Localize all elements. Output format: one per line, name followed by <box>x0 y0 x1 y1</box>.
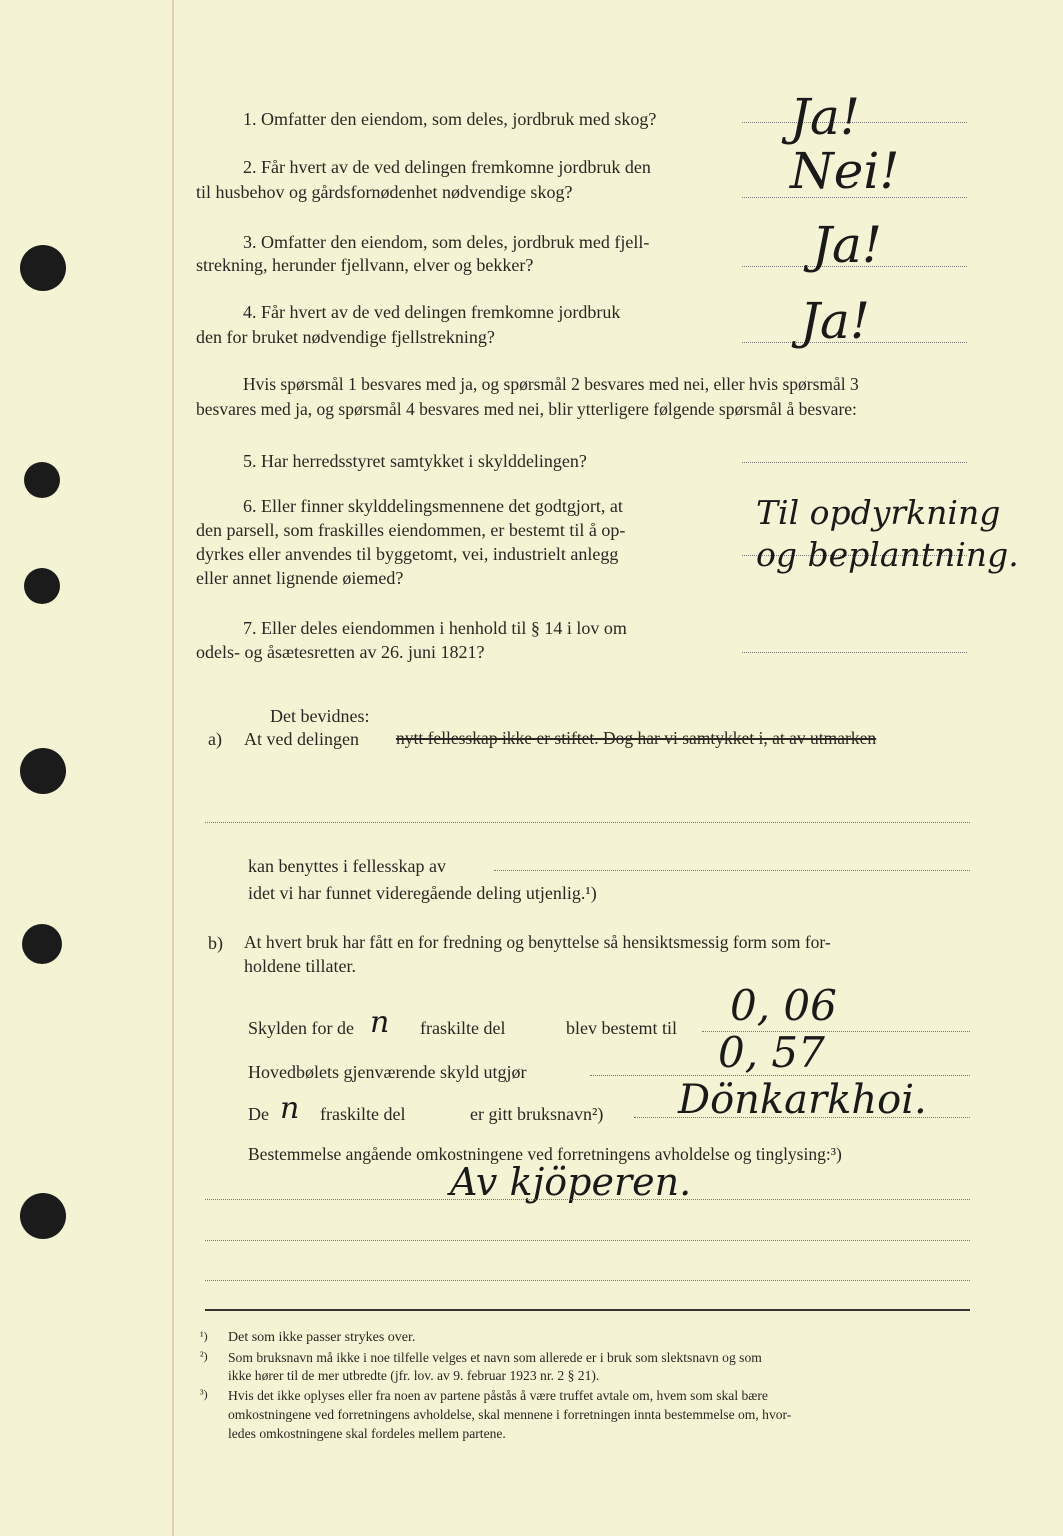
question-1: 1. Omfatter den eiendom, som deles, jordbruk med skog? <box>243 109 657 129</box>
punch-hole <box>20 1193 66 1239</box>
skylden-fraskilte-label: fraskilte del <box>420 1018 506 1038</box>
question-7-line-1: 7. Eller deles eiendommen i henhold til § 14 i lov om <box>243 618 627 638</box>
answer-6-line-1: Til opdyrkning <box>756 493 1001 532</box>
punch-hole <box>20 245 66 291</box>
section-b-line-1: At hvert bruk har fått en for fredning og benyttelse så hensiktsmessig form som for- <box>244 932 831 952</box>
idet-text: idet vi har funnet videregående deling utjenlig.¹) <box>248 883 597 903</box>
footnote-2-line-1: Som bruksnavn må ikke i noe tilfelle velges et navn som allerede er i bruk som slektsnavn og som <box>228 1350 762 1365</box>
answer-line <box>742 652 967 653</box>
hovedbol-label: Hovedbølets gjenværende skyld utgjør <box>248 1062 527 1082</box>
question-6-line-3: dyrkes eller anvendes til byggetomt, vei, industrielt anlegg <box>196 544 619 564</box>
footnote-separator <box>205 1309 970 1311</box>
answer-line <box>742 462 967 463</box>
punch-hole <box>20 748 66 794</box>
question-4-line-2: den for bruket nødvendige fjellstrekning? <box>196 327 495 347</box>
bruksnavn-label-a: De <box>248 1104 269 1124</box>
footnote-1-marker: ¹) <box>200 1329 208 1343</box>
section-b-label: b) <box>208 933 223 953</box>
footnote-3-line-2: omkostningene ved forretningens avholdelse, skal mennene i forretningen innta bestemmelse om, hvor- <box>228 1407 792 1422</box>
blank-line <box>205 1280 970 1281</box>
footnote-2-marker: ²) <box>200 1349 208 1363</box>
hovedbol-value: 0, 57 <box>718 1028 825 1077</box>
footnote-3-line-1: Hvis det ikke oplyses eller fra noen av partene påstås å være truffet avtale om, hvem som skal bære <box>228 1388 768 1403</box>
footnote-3-line-3: ledes omkostningene skal fordeles mellem partene. <box>228 1426 506 1441</box>
question-6-line-1: 6. Eller finner skylddelingsmennene det godtgjort, at <box>243 496 623 516</box>
condition-line-1: Hvis spørsmål 1 besvares med ja, og spørsmål 2 besvares med nei, eller hvis spørsmål 3 <box>243 374 859 394</box>
blank-line <box>494 870 970 871</box>
blank-line <box>205 822 970 823</box>
answer-2: Nei! <box>790 142 900 200</box>
bruksnavn-handwritten-n: n <box>280 1091 300 1126</box>
section-a-label: a) <box>208 729 222 749</box>
punch-hole <box>22 924 62 964</box>
skylden-value: 0, 06 <box>730 981 837 1030</box>
question-2-line-1: 2. Får hvert av de ved delingen fremkomne jordbruk den <box>243 157 651 177</box>
question-6-line-2: den parsell, som fraskilles eiendommen, er bestemt til å op- <box>196 520 626 540</box>
section-a-text: At ved delingen <box>244 729 359 749</box>
answer-1: Ja! <box>790 88 860 146</box>
bruksnavn-value: Dönkarkhoi. <box>678 1077 927 1123</box>
margin-line <box>172 0 174 1536</box>
footnote-2-line-2: ikke hører til de mer utbredte (jfr. lov. av 9. februar 1923 nr. 2 § 21). <box>228 1368 600 1383</box>
question-5: 5. Har herredsstyret samtykket i skylddelingen? <box>243 451 587 471</box>
kan-benyttes-text: kan benyttes i fellesskap av <box>248 856 446 876</box>
answer-4: Ja! <box>800 292 870 350</box>
section-a-struck-text: nytt fellesskap ikke er stiftet. Dog har vi samtykket i, at av utmarken <box>396 728 877 748</box>
question-2-line-2: til husbehov og gårdsfornødenhet nødvendige skog? <box>196 182 573 202</box>
answer-3: Ja! <box>812 216 882 274</box>
section-b-line-2: holdene tillater. <box>244 956 356 976</box>
blank-line <box>205 1199 970 1200</box>
footnote-3-marker: ³) <box>200 1387 208 1401</box>
skylden-handwritten-n: n <box>370 1005 390 1040</box>
bestemmelse-label: Bestemmelse angående omkostningene ved forretningens avholdelse og tinglysing:³) <box>248 1144 842 1164</box>
question-6-line-4: eller annet lignende øiemed? <box>196 568 404 588</box>
question-3-line-2: strekning, herunder fjellvann, elver og bekker? <box>196 255 534 275</box>
punch-hole <box>24 568 60 604</box>
question-7-line-2: odels- og åsætesretten av 26. juni 1821? <box>196 642 485 662</box>
bevidnes-heading: Det bevidnes: <box>270 706 370 726</box>
question-3-line-1: 3. Omfatter den eiendom, som deles, jordbruk med fjell- <box>243 232 650 252</box>
punch-hole <box>24 462 60 498</box>
question-4-line-1: 4. Får hvert av de ved delingen fremkomne jordbruk <box>243 302 621 322</box>
blank-line <box>205 1240 970 1241</box>
footnote-1: Det som ikke passer strykes over. <box>228 1330 416 1345</box>
condition-line-2: besvares med ja, og spørsmål 4 besvares med nei, blir ytterligere følgende spørsmål å besvare: <box>196 399 857 419</box>
bruksnavn-label-c: er gitt bruksnavn²) <box>470 1104 604 1124</box>
bruksnavn-label-b: fraskilte del <box>320 1104 406 1124</box>
skylden-label: Skylden for de <box>248 1018 354 1038</box>
skylden-bestemt-label: blev bestemt til <box>566 1018 677 1038</box>
answer-6-line-2: og beplantning. <box>756 535 1019 574</box>
bestemmelse-value: Av kjöperen. <box>450 1160 692 1204</box>
